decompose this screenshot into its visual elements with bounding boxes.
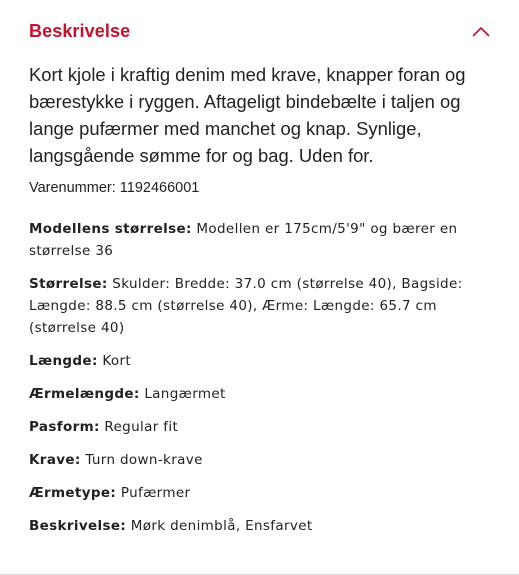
spec-label: Pasform: [29, 419, 100, 435]
spec-label: Længde: [29, 353, 98, 369]
accordion-title: Beskrivelse [29, 20, 131, 41]
chevron-up-icon[interactable] [471, 21, 491, 41]
spec-value: Modellen er 175cm/5'9" og bærer en størrelse 36 [29, 221, 458, 259]
spec-value: Pufærmer [120, 485, 191, 501]
spec-value: Mørk denimblå, Ensfarvet [130, 518, 313, 534]
product-description: Kort kjole i kraftig denim med krave, knapper foran og bærestykke i ryggen. Aftageligt bindebælte i taljen og lange pufærmer med manchet og knap. Synlige, langsgående sømme for og bag. Uden for. [29, 64, 466, 166]
spec-value: Regular fit [104, 419, 179, 435]
spec-label: Ærmelængde: [29, 386, 140, 402]
spec-label: Krave: [29, 452, 81, 468]
spec-value: Kort [102, 353, 132, 369]
spec-label: Størrelse: [29, 276, 108, 292]
spec-sleeve-length [29, 383, 491, 405]
spec-size [29, 273, 491, 339]
spec-length [29, 350, 491, 372]
article-number: Varenummer: 1192466001 [29, 180, 200, 196]
spec-model-size [29, 218, 491, 262]
spec-value: Skulder: Bredde: 37.0 cm (størrelse 40), Bagside: Længde: 88.5 cm (størrelse 40), Ærme: Længde: 65.7 cm (størrelse 40) [29, 276, 463, 336]
spec-collar [29, 449, 491, 471]
spec-list [29, 218, 491, 537]
spec-description [29, 515, 491, 537]
spec-value: Langærmet [144, 386, 226, 402]
spec-label: Modellens størrelse: [29, 221, 192, 237]
accordion-header[interactable] [29, 18, 491, 44]
spec-sleeve-type [29, 482, 491, 504]
accordion-content [29, 61, 491, 548]
spec-value: Turn down-krave [85, 452, 203, 468]
spec-label: Beskrivelse: [29, 518, 127, 534]
spec-fit [29, 416, 491, 438]
spec-label: Ærmetype: [29, 485, 117, 501]
